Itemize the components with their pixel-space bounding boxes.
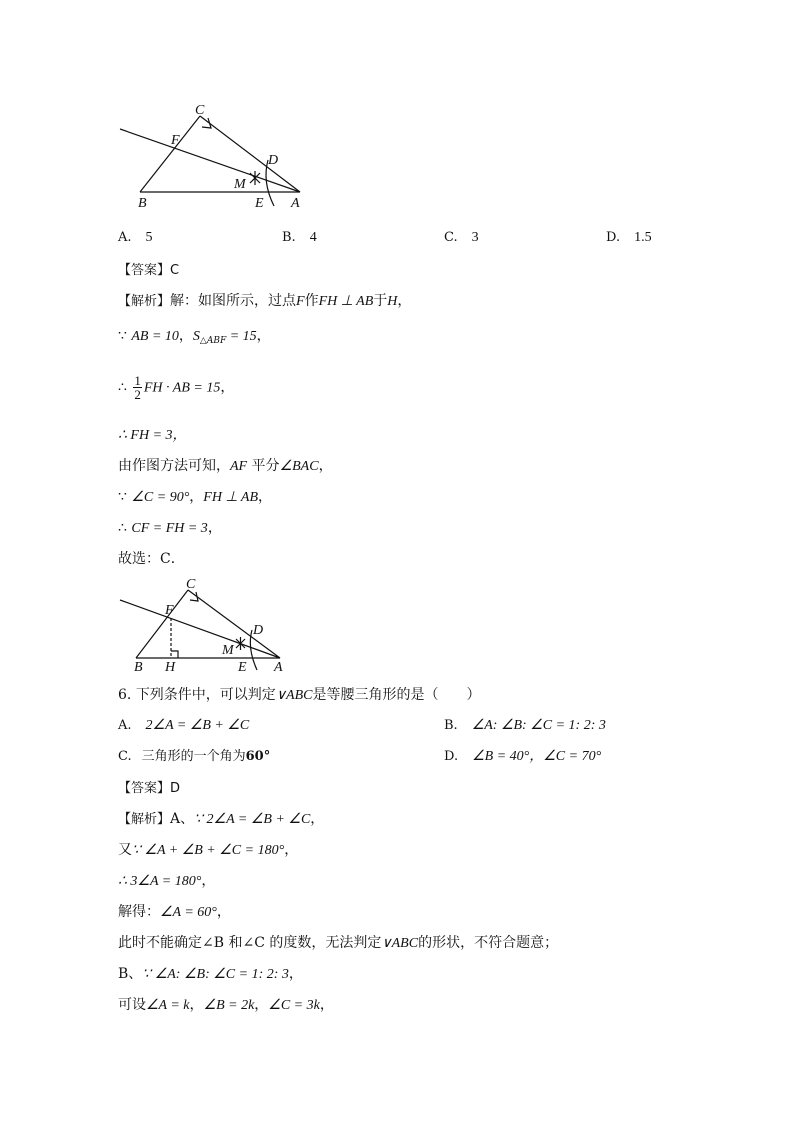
q6-option-c: C. 三角形的一个角为60° xyxy=(118,749,271,764)
q6-option-b: B. ∠A: ∠B: ∠C = 1: 2: 3 xyxy=(444,718,606,733)
star-mark-M xyxy=(236,637,245,650)
q6-analysis-line-3: ∴ 3∠A = 180°， xyxy=(118,873,216,889)
label-A: A xyxy=(274,660,283,675)
analysis-line-3: ∴ $\frac{1}{2}$ FH · AB = 15， xyxy=(118,373,235,402)
right-angle-mark-C xyxy=(190,592,198,601)
label-E: E xyxy=(238,660,247,675)
question-6-stem: 6. 下列条件中，可以判定∨ABC是等腰三角形的是（ ） xyxy=(118,687,481,703)
label-D: D xyxy=(253,623,264,638)
answer-tag: 【答案】 xyxy=(118,263,171,278)
segment-CA xyxy=(200,116,300,192)
label-B: B xyxy=(138,196,147,211)
segment-BC xyxy=(136,590,188,658)
q6-analysis-line-6: B、∵ ∠A: ∠B: ∠C = 1: 2: 3， xyxy=(118,966,303,982)
fraction-one-half: $\frac{1}{2}$ xyxy=(134,373,141,402)
label-F: F xyxy=(171,133,180,148)
triangle-figure-1 xyxy=(110,100,320,215)
answer-line-q5 xyxy=(118,260,179,281)
q6-analysis-line-2: 又∵ ∠A + ∠B + ∠C = 180°， xyxy=(118,842,299,858)
option-a: A. 5 xyxy=(118,230,153,245)
q6-option-d: D. ∠B = 40°，∠C = 70° xyxy=(444,749,602,764)
label-D: D xyxy=(268,153,279,168)
option-b: B. 4 xyxy=(282,230,317,245)
analysis-line-5: 由作图方法可知，AF 平分∠BAC， xyxy=(118,458,333,474)
right-angle-mark-H xyxy=(171,651,178,658)
right-angle-mark xyxy=(202,118,211,128)
label-F: F xyxy=(165,603,174,618)
analysis-line-8: 故选：C． xyxy=(118,551,185,567)
answer-value: C xyxy=(170,263,180,278)
analysis-line-4: ∴ FH = 3， xyxy=(118,428,187,443)
triangle-figure-2 xyxy=(110,574,300,676)
analysis-line-2: ∵ AB = 10，$S_{\triangle ABF} = 15$， xyxy=(118,328,271,346)
analysis-line-6: ∵ ∠C = 90°，FH ⊥ AB， xyxy=(118,489,273,505)
option-d: D. 1.5 xyxy=(606,230,652,245)
analysis-line-1: 【解析】解：如图所示，过点F作FH ⊥ AB于H， xyxy=(118,293,412,309)
q6-analysis-line-1: 【解析】A、∵ 2∠A = ∠B + ∠C， xyxy=(118,811,325,827)
label-M: M xyxy=(222,643,234,658)
analysis-line-7: ∴ CF = FH = 3， xyxy=(118,520,222,536)
label-B: B xyxy=(134,660,143,675)
q6-analysis-line-4: 解得：∠A = 60°， xyxy=(118,904,231,920)
q6-option-a: A. 2∠A = ∠B + ∠C xyxy=(118,718,250,733)
label-C: C xyxy=(195,103,205,118)
label-A: A xyxy=(291,196,300,211)
label-H: H xyxy=(165,660,176,675)
segment-CA xyxy=(188,590,280,658)
option-c: C. 3 xyxy=(444,230,479,245)
label-C: C xyxy=(186,577,196,592)
question-number: 6. xyxy=(118,687,132,703)
answer-line-q6: 【答案】D xyxy=(118,781,181,796)
label-E: E xyxy=(255,196,264,211)
label-M: M xyxy=(234,177,246,192)
q6-analysis-line-5: 此时不能确定∠B 和∠C 的度数，无法判定∨ABC的形状，不符合题意； xyxy=(118,935,559,951)
q6-analysis-line-7: 可设∠A = k，∠B = 2k，∠C = 3k， xyxy=(118,997,334,1013)
